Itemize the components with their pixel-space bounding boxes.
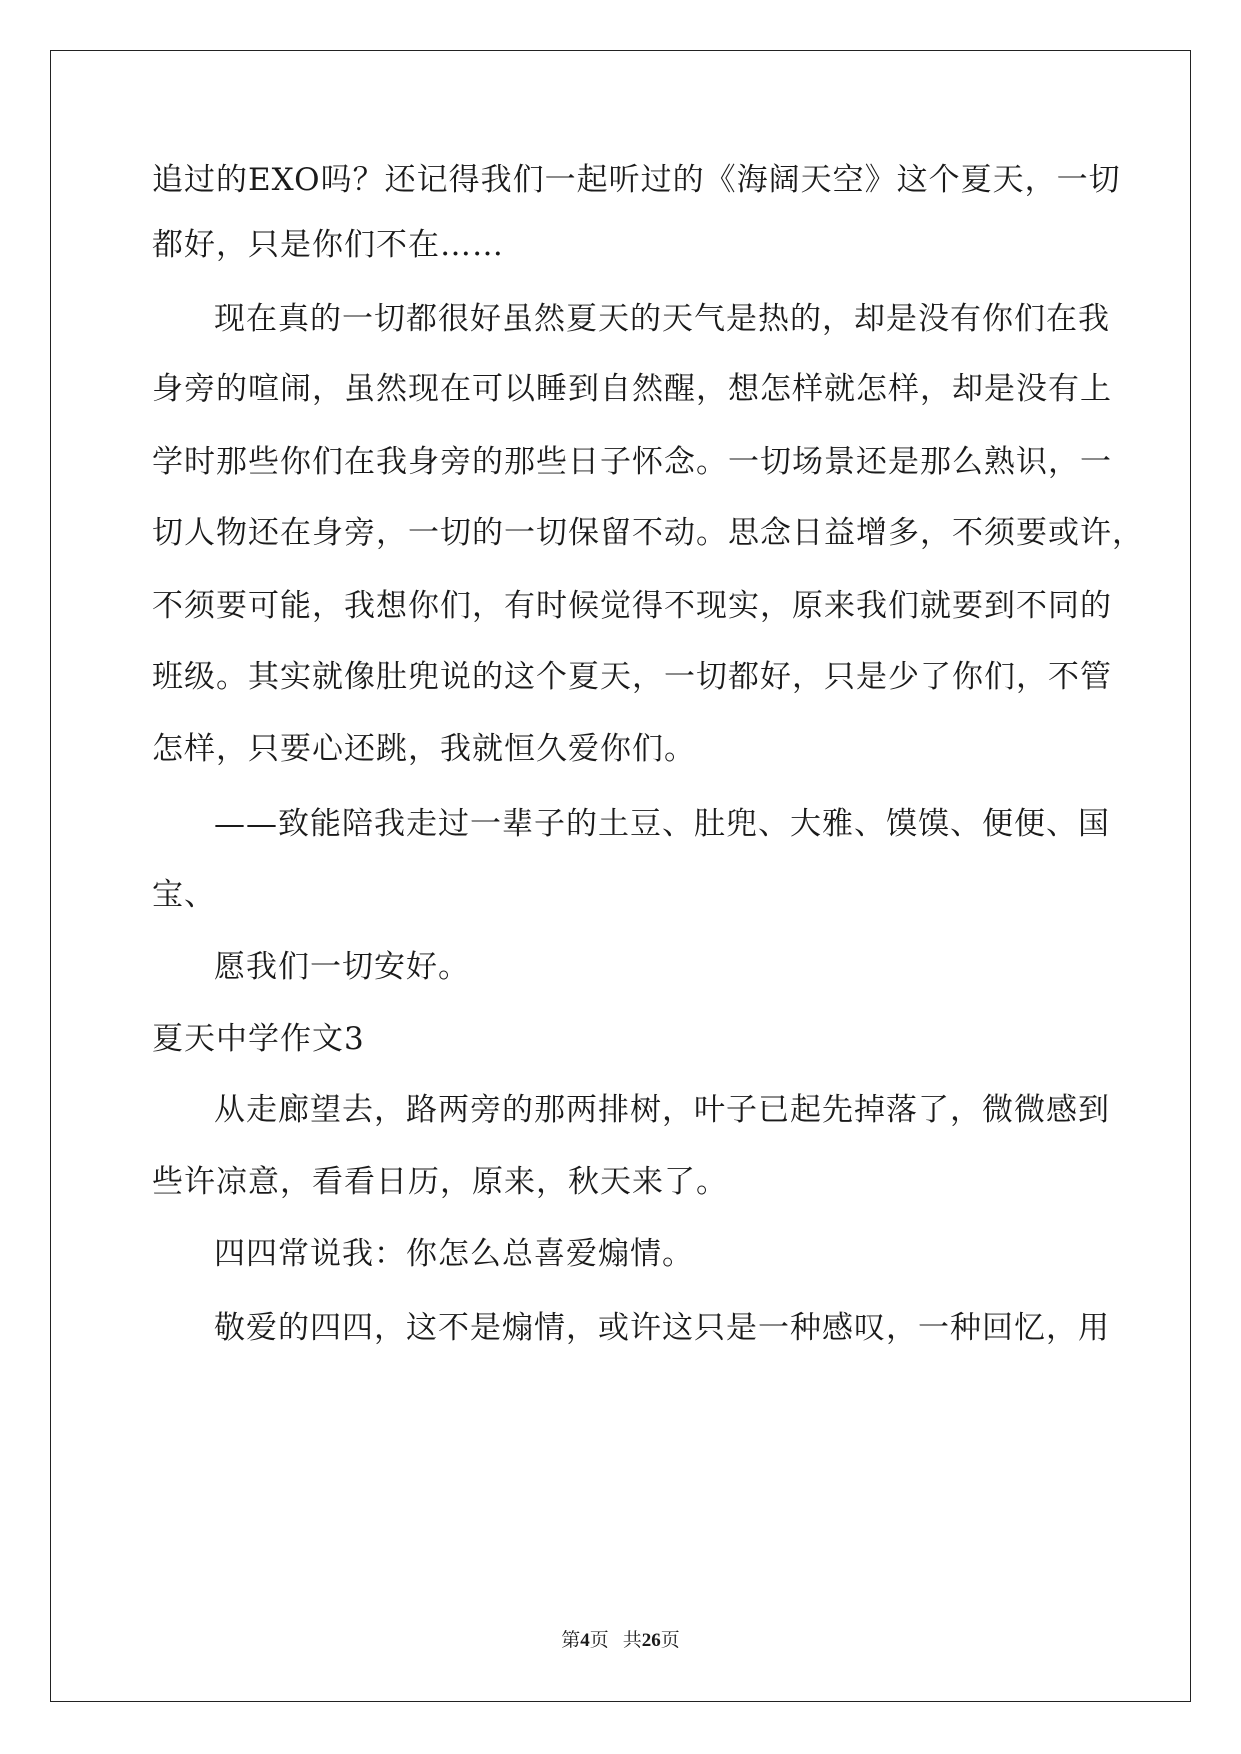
page-prefix: 第 [561,1630,581,1651]
text-line: 敬爱的四四，这不是煽情，或许这只是一种感叹，一种回忆，用 [214,1310,1110,1346]
text-line: 身旁的喧闹，虽然现在可以睡到自然醒，想怎样就怎样，却是没有上 [152,371,1112,407]
text-line: 追过的EXO吗？还记得我们一起听过的《海阔天空》这个夏天，一切 [152,162,1121,198]
text-line: 现在真的一切都很好虽然夏天的天气是热的，却是没有你们在我 [214,301,1110,337]
page-suffix: 页 [589,1630,609,1651]
text-line: 切人物还在身旁，一切的一切保留不动。思念日益增多，不须要或许， [152,515,1144,551]
text-line: 愿我们一切安好。 [214,949,470,985]
text-line: 宝、 [152,877,216,913]
text-line: 学时那些你们在我身旁的那些日子怀念。一切场景还是那么熟识，一 [152,444,1112,480]
section-heading: 夏天中学作文3 [152,1021,365,1057]
text-line: 四四常说我：你怎么总喜爱煽情。 [214,1236,694,1272]
total-suffix: 页 [660,1630,680,1651]
text-line: 怎样，只要心还跳，我就恒久爱你们。 [152,731,696,767]
text-line: 些许凉意，看看日历，原来，秋天来了。 [152,1164,728,1200]
page-footer [0,1625,1241,1652]
page-number: 4 [580,1630,590,1651]
text-line: 都好，只是你们不在…… [152,227,504,263]
page-border [50,50,1191,1702]
total-prefix: 共 [622,1630,642,1651]
total-pages: 26 [641,1630,661,1651]
text-line: 班级。其实就像肚兜说的这个夏天，一切都好，只是少了你们，不管 [152,659,1112,695]
text-line: ——致能陪我走过一辈子的土豆、肚兜、大雅、馍馍、便便、国 [214,806,1110,842]
text-line: 不须要可能，我想你们，有时候觉得不现实，原来我们就要到不同的 [152,588,1112,624]
text-line: 从走廊望去，路两旁的那两排树，叶子已起先掉落了，微微感到 [214,1092,1110,1128]
